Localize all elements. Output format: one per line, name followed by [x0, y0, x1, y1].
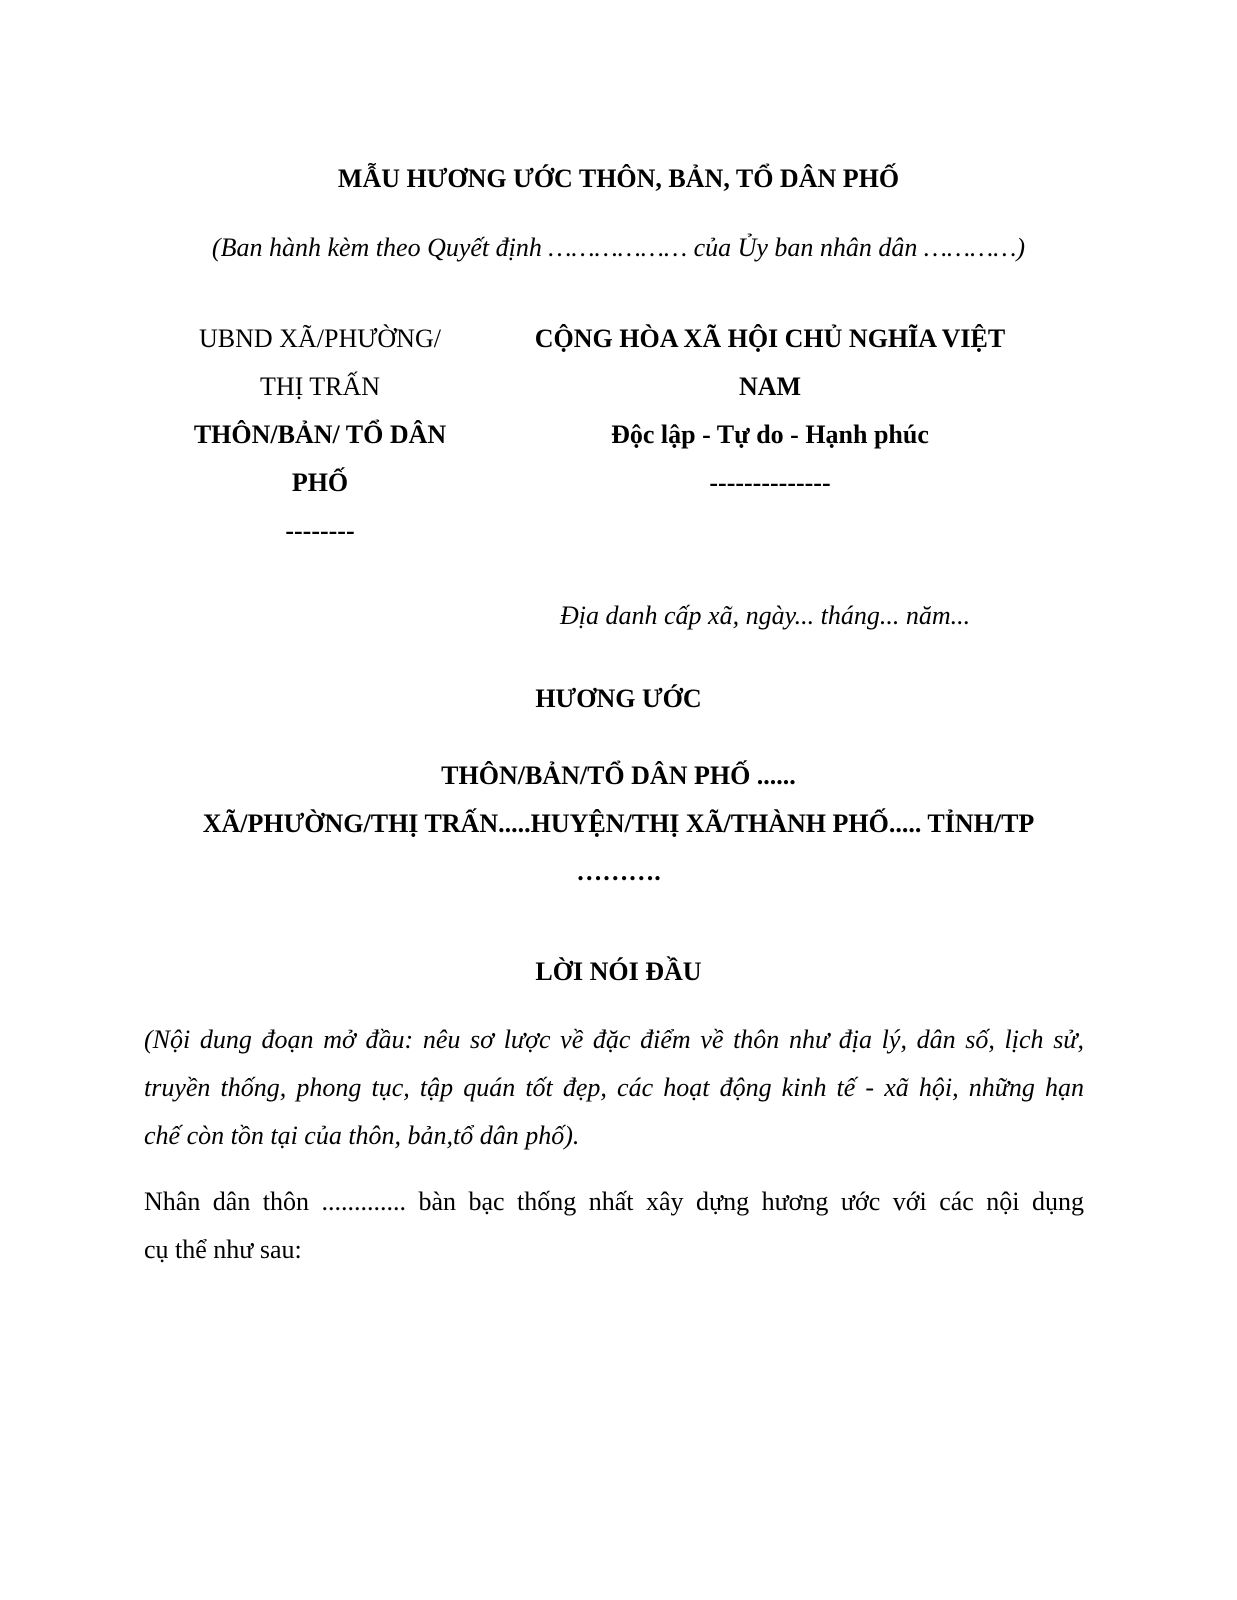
place-date-line: Địa danh cấp xã, ngày... tháng... năm...	[560, 601, 971, 630]
preface-title: LỜI NÓI ĐẦU	[535, 957, 702, 986]
country-name-line-2: NAM	[738, 372, 802, 401]
preface-intro-line-2: truyền thống, phong tục, tập quán tốt đẹp, các hoạt động kinh tế - xã hội, những hạn	[144, 1073, 1084, 1102]
national-motto-block	[505, 315, 1035, 507]
issuing-authority-block	[170, 315, 470, 555]
authority-dashes: --------	[285, 516, 355, 545]
authority-line-1: UBND XÃ/PHƯỜNG/	[199, 324, 441, 353]
convention-line-1: THÔN/BẢN/TỔ DÂN PHỐ ......	[441, 761, 796, 790]
convention-subtitle-block	[0, 752, 1237, 896]
authority-line-4: PHỐ	[291, 468, 349, 497]
preface-intro-line-3: chế còn tồn tại của thôn, bản,tổ dân phố).	[144, 1121, 580, 1150]
authority-line-3: THÔN/BẢN/ TỔ DÂN	[193, 420, 447, 449]
motto-dashes: --------------	[709, 468, 831, 497]
convention-title: HƯƠNG ƯỚC	[535, 684, 702, 713]
preface-body-line-2: cụ thể như sau:	[144, 1235, 302, 1264]
preface-intro-line-1: (Nội dung đoạn mở đầu: nêu sơ lược về đặc điểm về thôn như địa lý, dân số, lịch sử,	[144, 1025, 1084, 1054]
preface-body-paragraph	[144, 1178, 1084, 1274]
national-motto: Độc lập - Tự do - Hạnh phúc	[611, 420, 929, 449]
document-subtitle: (Ban hành kèm theo Quyết định ……………… của Ủy ban nhân dân …………)	[211, 233, 1026, 262]
convention-line-2: XÃ/PHƯỜNG/THỊ TRẤN.....HUYỆN/THỊ XÃ/THÀNH PHỐ..... TỈNH/TP	[202, 809, 1035, 838]
preface-body-line-1: Nhân dân thôn ............. bàn bạc thống nhất xây dựng hương ước với các nội dụng	[144, 1187, 1084, 1216]
convention-line-3: ……….	[576, 857, 661, 886]
preface-intro-paragraph	[144, 1016, 1084, 1160]
authority-line-2: THỊ TRẤN	[259, 372, 381, 401]
country-name-line-1: CỘNG HÒA XÃ HỘI CHỦ NGHĨA VIỆT	[534, 324, 1006, 353]
document-title: MẪU HƯƠNG ƯỚC THÔN, BẢN, TỔ DÂN PHỐ	[337, 164, 900, 193]
